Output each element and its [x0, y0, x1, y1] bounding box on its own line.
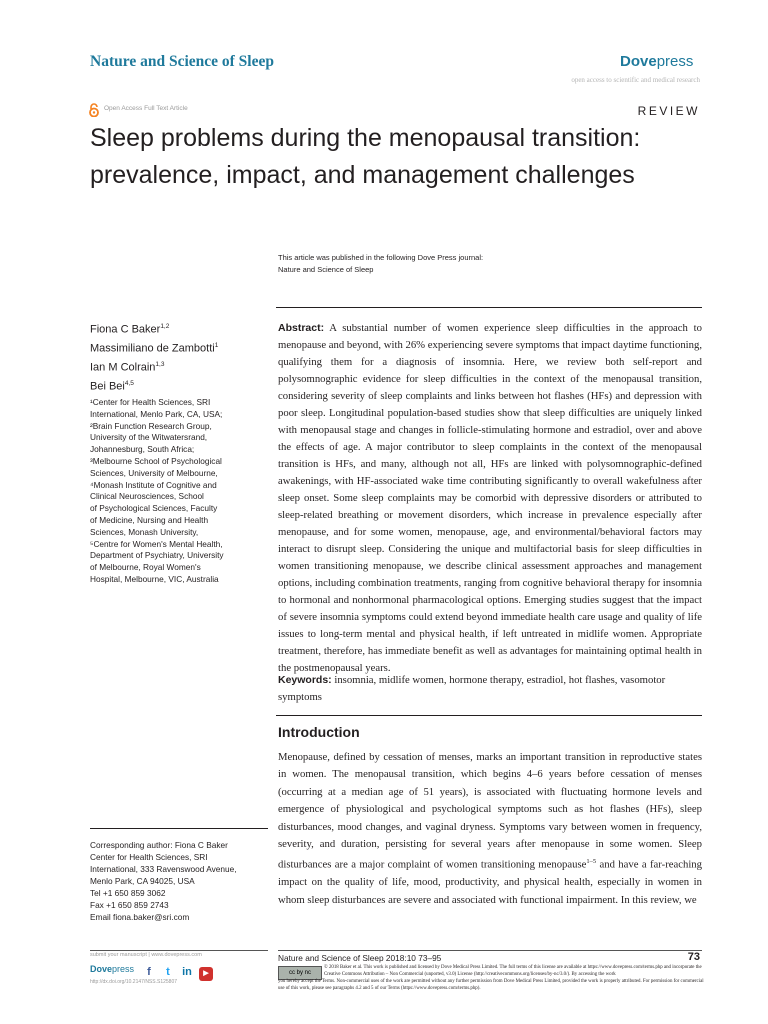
correspondence-line: Menlo Park, CA 94025, USA [90, 876, 195, 886]
correspondence-line: Corresponding author: Fiona C Baker [90, 840, 228, 850]
affiliation-line: ¹Center for Health Sciences, SRI [90, 397, 211, 407]
publication-note-line-1: This article was published in the following Dove Press journal: [278, 253, 484, 262]
footer-dovepress-logo-light: press [112, 964, 135, 974]
footer-dovepress-logo-bold: Dove [90, 964, 113, 974]
affiliation-line: of Medicine, Nursing and Health [90, 514, 209, 525]
author-name: Ian M Colrain [90, 361, 156, 374]
introduction-heading: Introduction [278, 724, 360, 740]
facebook-icon[interactable]: f [147, 966, 151, 978]
title-line-1: Sleep problems during the menopausal transition: [90, 124, 641, 152]
introduction-body [278, 749, 702, 909]
footer-journal-citation: Nature and Science of Sleep 2018:10 73–95 [278, 953, 442, 963]
affiliation-line: Department of Psychiatry, University [90, 550, 224, 561]
author-name: Bei Bei [90, 381, 125, 394]
correspondence-block [90, 839, 270, 923]
footer-right-rule [278, 950, 702, 951]
social-links [142, 962, 218, 976]
affiliation-line: of Psychological Sciences, Faculty [90, 503, 218, 514]
abstract-text: A substantial number of women experience sleep difficulties in the approach to menopause and beyond, with 26% experiencing severe symptoms that impact daytime functioning, qualifying them for a diagnosis of insomnia. Here, we review both self-report and polysomnographic evidence for sleep difficulties in the context of the menopausal transition, considering severity of sleep complaints and links between hot flashes (HFs) and depression with poor sleep. Longitudinal population-based studies show that sleep difficulties are uniquely linked with menopausal stage and changes in follicle-stimulating hormone and estradiol, over and above the effects of age. A major contributor to sleep complaints in the context of the menopausal transition is HFs, and many, although not all, HFs are linked with polysomnographic-defined awakenings, with HF-associated wake time contributing significantly to overall wakefulness after sleep onset. Some sleep complaints may be comorbid with depressive disorders or attributed to sleep-related breathing or movement disorders, which increase in prevalence especially after menopause, and for some women, menopause, age, and environmental/behavioral factors may interact to disrupt sleep. Considering the unique and multifactorial basis for sleep difficulties in women transitioning menopause, we describe clinical assessment approaches and management options, including combination treatments, ranging from cognitive behavioral therapy for insomnia to hormonal and nonhormonal pharmacological options. Emerging studies suggest that the impact of severe insomnia symptoms could extend beyond immediate health care usage and quality of life issues to long-term mental and physical health, if left untreated in midlife women. Appropriate treatment, therefore, has immediate benefit as well as advantages for maintaining optimal health in the postmenopausal years. [278, 322, 702, 674]
citation-reference[interactable]: 1–5 [586, 858, 597, 866]
introduction-top-rule [276, 715, 702, 716]
affiliation-line: Hospital, Melbourne, VIC, Australia [90, 573, 219, 584]
affiliation-line: Sciences, Monash University, [90, 526, 199, 537]
license-text: © 2018 Baker et al. This work is published and licensed by Dove Medical Press Limited. The full terms of this license are available at https://www.dovepress.com/terms.php and incorporate the Creative Commons Attribution – Non Commercial (unported, v3.0) License (http://creativecommons.org/licenses/by-nc/3.0/). By accessing the work [324, 965, 702, 977]
affiliation-line: ²Brain Function Research Group, [90, 420, 212, 431]
affiliation-line: ⁵Centre for Women's Mental Health, [90, 538, 223, 549]
footer-dovepress-logo[interactable] [90, 964, 134, 974]
dovepress-logo[interactable] [620, 53, 693, 70]
submit-manuscript-link[interactable]: submit your manuscript | www.dovepress.com [90, 952, 202, 958]
open-access-label: Open Access Full Text Article [104, 105, 188, 112]
correspondence-line: Fax +1 650 859 2743 [90, 900, 169, 910]
dovepress-logo-light: press [656, 53, 694, 70]
correspondence-email[interactable]: Email fiona.baker@sri.com [90, 912, 190, 922]
creative-commons-badge[interactable]: cc by nc [278, 966, 322, 980]
page-number: 73 [687, 951, 700, 963]
author-list [90, 319, 218, 396]
author-affiliation-marker: 4,5 [124, 380, 134, 388]
affiliation-line: of Melbourne, Royal Women's [90, 562, 201, 573]
dovepress-tagline: open access to scientific and medical research [571, 76, 700, 84]
dovepress-logo-bold: Dove [620, 53, 657, 70]
title-line-2: prevalence, impact, and management challenges [90, 161, 635, 189]
open-access-lock-icon [88, 103, 100, 117]
author-name: Massimiliano de Zambotti [90, 342, 215, 355]
affiliation-line: ³Melbourne School of Psychological [90, 455, 222, 466]
correspondence-line: Center for Health Sciences, SRI [90, 852, 208, 862]
correspondence-rule [90, 828, 268, 829]
correspondence-line: International, 333 Ravenswood Avenue, [90, 864, 237, 874]
publication-note-line-2: Nature and Science of Sleep [278, 265, 374, 274]
affiliations [90, 397, 270, 586]
affiliation-line: Clinical Neurosciences, School [90, 491, 204, 502]
keywords-label: Keywords: [278, 674, 332, 686]
abstract-top-rule [276, 307, 702, 308]
author-affiliation-marker: 1,3 [155, 361, 165, 369]
license-text-continued: you hereby accept the Terms. Non-commercial uses of the work are permitted without any further permission from Dove Medical Press Limited, provided the work is properly attributed. For permission for commercial use of this work, please see paragraphs 4.2 and 5 of our Terms (https://www.dovepress.com/terms.php). [278, 979, 704, 991]
affiliation-line: Johannesburg, South Africa; [90, 444, 195, 455]
author[interactable] [90, 319, 218, 338]
keywords [278, 672, 702, 706]
youtube-icon[interactable]: ▶ [199, 967, 213, 981]
doi-link[interactable]: http://dx.doi.org/10.2147/NSS.S125807 [90, 979, 178, 985]
publication-note [278, 252, 483, 276]
abstract-label: Abstract: [278, 322, 325, 334]
twitter-icon[interactable]: t [166, 966, 170, 978]
introduction-text-continued: and have a far-reaching impact on the quality of life, mood, productivity, and physical health, especially in women in whom sleep disturbances are severe and associated with functional impairment. In this review, we [278, 859, 702, 906]
journal-name[interactable]: Nature and Science of Sleep [90, 53, 274, 70]
keywords-text: insomnia, midlife women, hormone therapy, estradiol, hot flashes, vasomotor symptoms [278, 674, 666, 703]
author[interactable] [90, 376, 218, 395]
affiliation-line: ⁴Monash Institute of Cognitive and [90, 479, 217, 490]
author-name: Fiona C Baker [90, 323, 161, 336]
affiliation-line: University of the Witwatersrand, [90, 432, 208, 443]
article-type: REVIEW [637, 104, 700, 118]
introduction-text: Menopause, defined by cessation of menses, marks an important transition in reproductive states in women. The menopausal transition, which begins 4–6 years before cessation of menses (occurring at a median age of 51 years), is associated with fluctuating hormone levels and emergence of physiological and psychological symptoms such as hot flashes (HFs), sleep disturbances, mood changes, and vaginal dryness. Symptoms vary between women in frequency, severity, and duration, persisting for several years after menopause in some women. Sleep disturbances are a major complaint of women transitioning menopause [278, 751, 702, 871]
author[interactable] [90, 357, 218, 376]
correspondence-line: Tel +1 650 859 3062 [90, 888, 166, 898]
author[interactable] [90, 338, 218, 357]
affiliation-line: International, Menlo Park, CA, USA; [90, 408, 223, 419]
article-title [90, 120, 710, 194]
affiliation-line: Sciences, University of Melbourne, [90, 467, 218, 478]
author-affiliation-marker: 1 [214, 342, 219, 350]
author-affiliation-marker: 1,2 [160, 323, 170, 330]
abstract [278, 320, 702, 677]
linkedin-icon[interactable]: in [182, 966, 192, 978]
footer-left-rule [90, 950, 268, 951]
